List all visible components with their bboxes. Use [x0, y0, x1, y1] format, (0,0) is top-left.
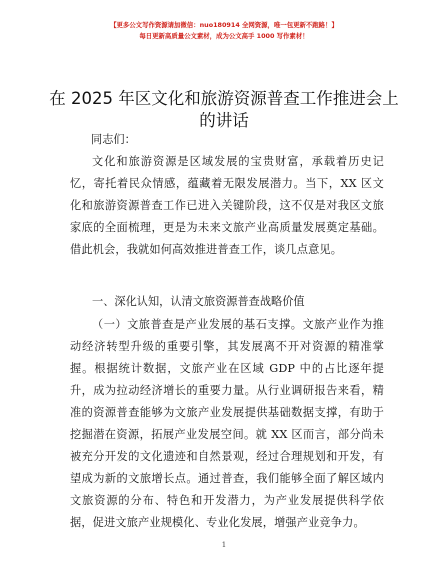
promo-banner-line2: 每日更新高质量公文素材，成为公文高手 1000 写作素材！ [139, 32, 309, 40]
intro-paragraph: 文化和旅游资源是区域发展的宝贵财富，承载着历史记忆，寄托着民众情感，蕴藏着无限发展潜力。当下，XX 区文化和旅游资源普查工作已进入关键阶段，这不仅是对我区文旅家底的全面梳理，更是为未来文旅产业高质量发展奠定基础。借此机会，我就如何高效推进普查工作，谈几点意见。 [70, 155, 384, 256]
document-title: 在 2025 年区文化和旅游资源普查工作推进会上的讲话 [49, 89, 399, 130]
section1-paragraph-1: （一）文旅普查是产业发展的基石支撑。文旅产业作为推动经济转型升级的重要引擎，其发展离不开对资源的精准掌握。根据统计数据，文旅产业在区域 GDP 中的占比逐年提升，成为拉动经济增长的重要力量。从行业调研报告来看，精准的资源普查能够为文旅产业发展提供基础数据支撑，有助于挖掘潜在资源，拓展产业发展空间。就 XX 区而言，部分尚未被充分开发的文化遗迹和自然景观，经过合理规划和开发，有望成为新的文旅增长点。通过普查，我们能够全面了解区域内文旅资源的分布、特色和开发潜力，为产业发展提供科学依据，促进文旅产业规模化、专业化发展，增强产业竞争力。 [70, 318, 384, 529]
section-heading-1: 一、深化认知，认清文旅资源普查战略价值 [92, 295, 305, 308]
promo-banner-line1: 【更多公文写作资源请加微信：nuo180914 全网资源，唯一包更新不跑路！】 [110, 21, 338, 29]
salutation: 同志们： [91, 133, 136, 146]
promo-banner [0, 20, 448, 42]
page-number: 1 [221, 541, 227, 549]
